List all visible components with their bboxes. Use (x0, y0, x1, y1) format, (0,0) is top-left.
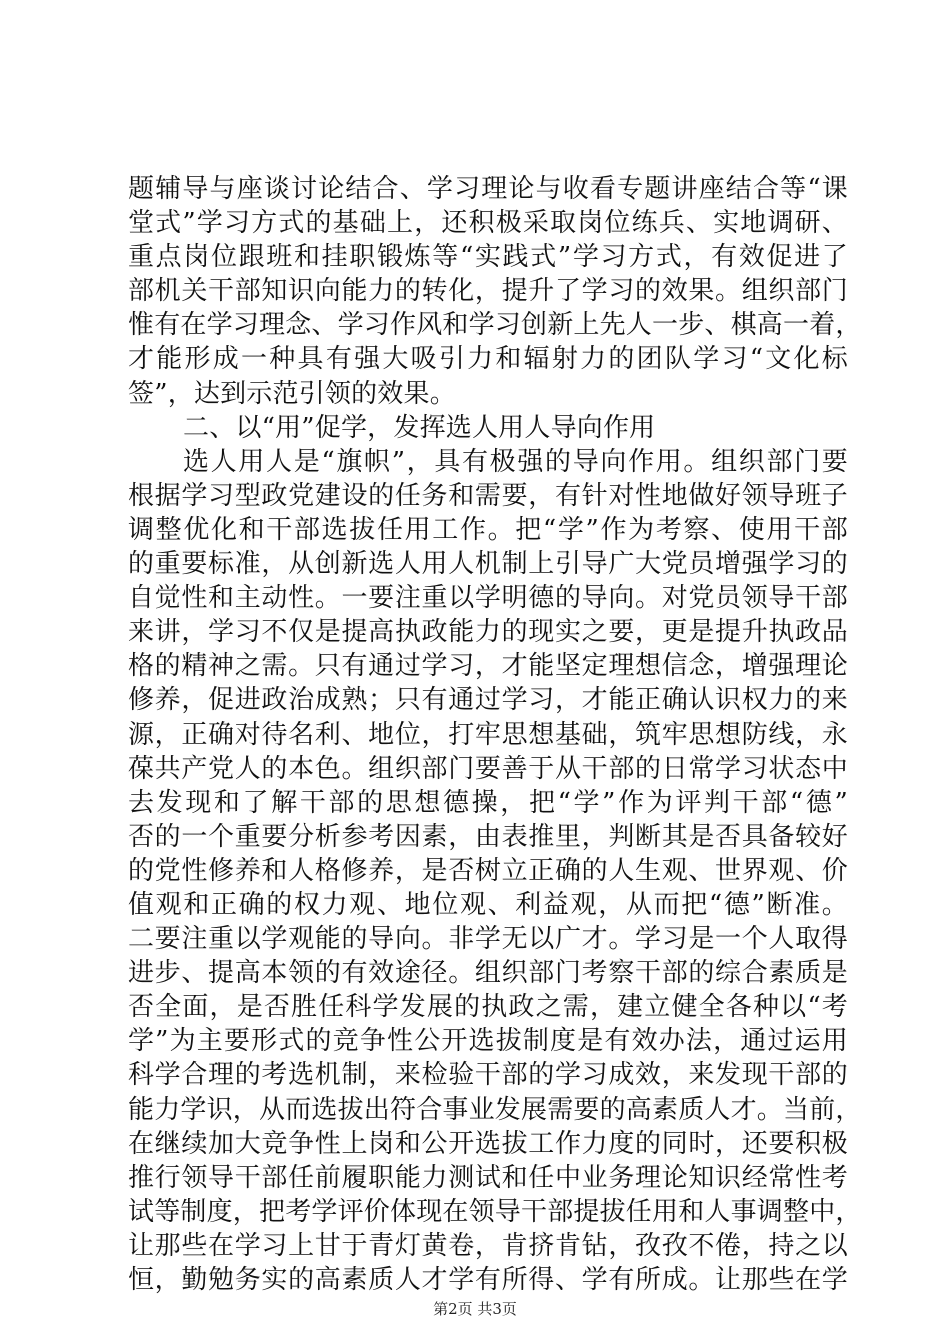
body-text (128, 172, 862, 1297)
text-line: 葆共产党人的本色。组织部门要善于从干部的日常学习状态中 (128, 753, 848, 784)
text-line: 自觉性和主动性。一要注重以学明德的导向。对党员领导干部 (128, 583, 848, 614)
text-line: 否全面，是否胜任科学发展的执政之需，建立健全各种以“考 (128, 992, 848, 1023)
text-line: 进步、提高本领的有效途径。组织部门考察干部的综合素质是 (128, 958, 848, 989)
text-line: 二要注重以学观能的导向。非学无以广才。学习是一个人取得 (128, 924, 848, 955)
text-line: 签”，达到示范引领的效果。 (128, 378, 456, 409)
text-line: 根据学习型政党建设的任务和需要，有针对性地做好领导班子 (128, 480, 848, 511)
text-line: 的重要标准，从创新选人用人机制上引导广大党员增强学习的 (128, 549, 848, 580)
text-line: 试等制度，把考学评价体现在领导干部提拔任用和人事调整中， (128, 1196, 862, 1227)
section-heading: 二、以“用”促学，发挥选人用人导向作用 (183, 412, 656, 443)
text-line: 堂式”学习方式的基础上，还积极采取岗位练兵、实地调研、 (128, 208, 848, 239)
text-line: 值观和正确的权力观、地位观、利益观，从而把“德”断准。 (128, 889, 848, 920)
text-line: 源，正确对待名利、地位，打牢思想基础，筑牢思想防线，永 (128, 719, 848, 750)
text-line: 的党性修养和人格修养，是否树立正确的人生观、世界观、价 (128, 855, 848, 886)
text-line: 修养，促进政治成熟；只有通过学习，才能正确认识权力的来 (128, 685, 848, 716)
text-line: 部机关干部知识向能力的转化，提升了学习的效果。组织部门 (128, 276, 848, 307)
text-line: 格的精神之需。只有通过学习，才能坚定理想信念，增强理论 (128, 651, 848, 682)
text-line: 去发现和了解干部的思想德操，把“学”作为评判干部“德” (128, 787, 848, 818)
text-line: 恒，勤勉务实的高素质人才学有所得、学有所成。让那些在学 (128, 1265, 848, 1295)
text-line: 让那些在学习上甘于青灯黄卷，肯挤肯钻，孜孜不倦，持之以 (128, 1230, 848, 1261)
text-line: 否的一个重要分析参考因素，由表推里，判断其是否具备较好 (128, 821, 848, 852)
text-line: 重点岗位跟班和挂职锻炼等“实践式”学习方式，有效促进了 (128, 242, 848, 273)
text-line: 来讲，学习不仅是提高执政能力的现实之要，更是提升执政品 (128, 617, 848, 648)
text-line: 调整优化和干部选拔任用工作。把“学”作为考察、使用干部 (128, 514, 848, 545)
text-line: 才能形成一种具有强大吸引力和辐射力的团队学习“文化标 (128, 344, 848, 375)
text-line: 科学合理的考选机制，来检验干部的学习成效，来发现干部的 (128, 1060, 848, 1091)
text-line: 在继续加大竞争性上岗和公开选拔工作力度的同时，还要积极 (128, 1128, 848, 1159)
text-line: 能力学识，从而选拔出符合事业发展需要的高素质人才。当前， (128, 1094, 862, 1125)
page-number-footer: 第2页 共3页 (433, 1300, 517, 1318)
text-line: 推行领导干部任前履职能力测试和任中业务理论知识经常性考 (128, 1162, 848, 1193)
text-line: 学”为主要形式的竞争性公开选拔制度是有效办法，通过运用 (128, 1026, 848, 1057)
text-line: 选人用人是“旗帜”，具有极强的导向作用。组织部门要 (183, 446, 848, 477)
text-line: 惟有在学习理念、学习作风和学习创新上先人一步、棋高一着， (128, 310, 862, 341)
text-line: 题辅导与座谈讨论结合、学习理论与收看专题讲座结合等“课 (128, 174, 848, 204)
